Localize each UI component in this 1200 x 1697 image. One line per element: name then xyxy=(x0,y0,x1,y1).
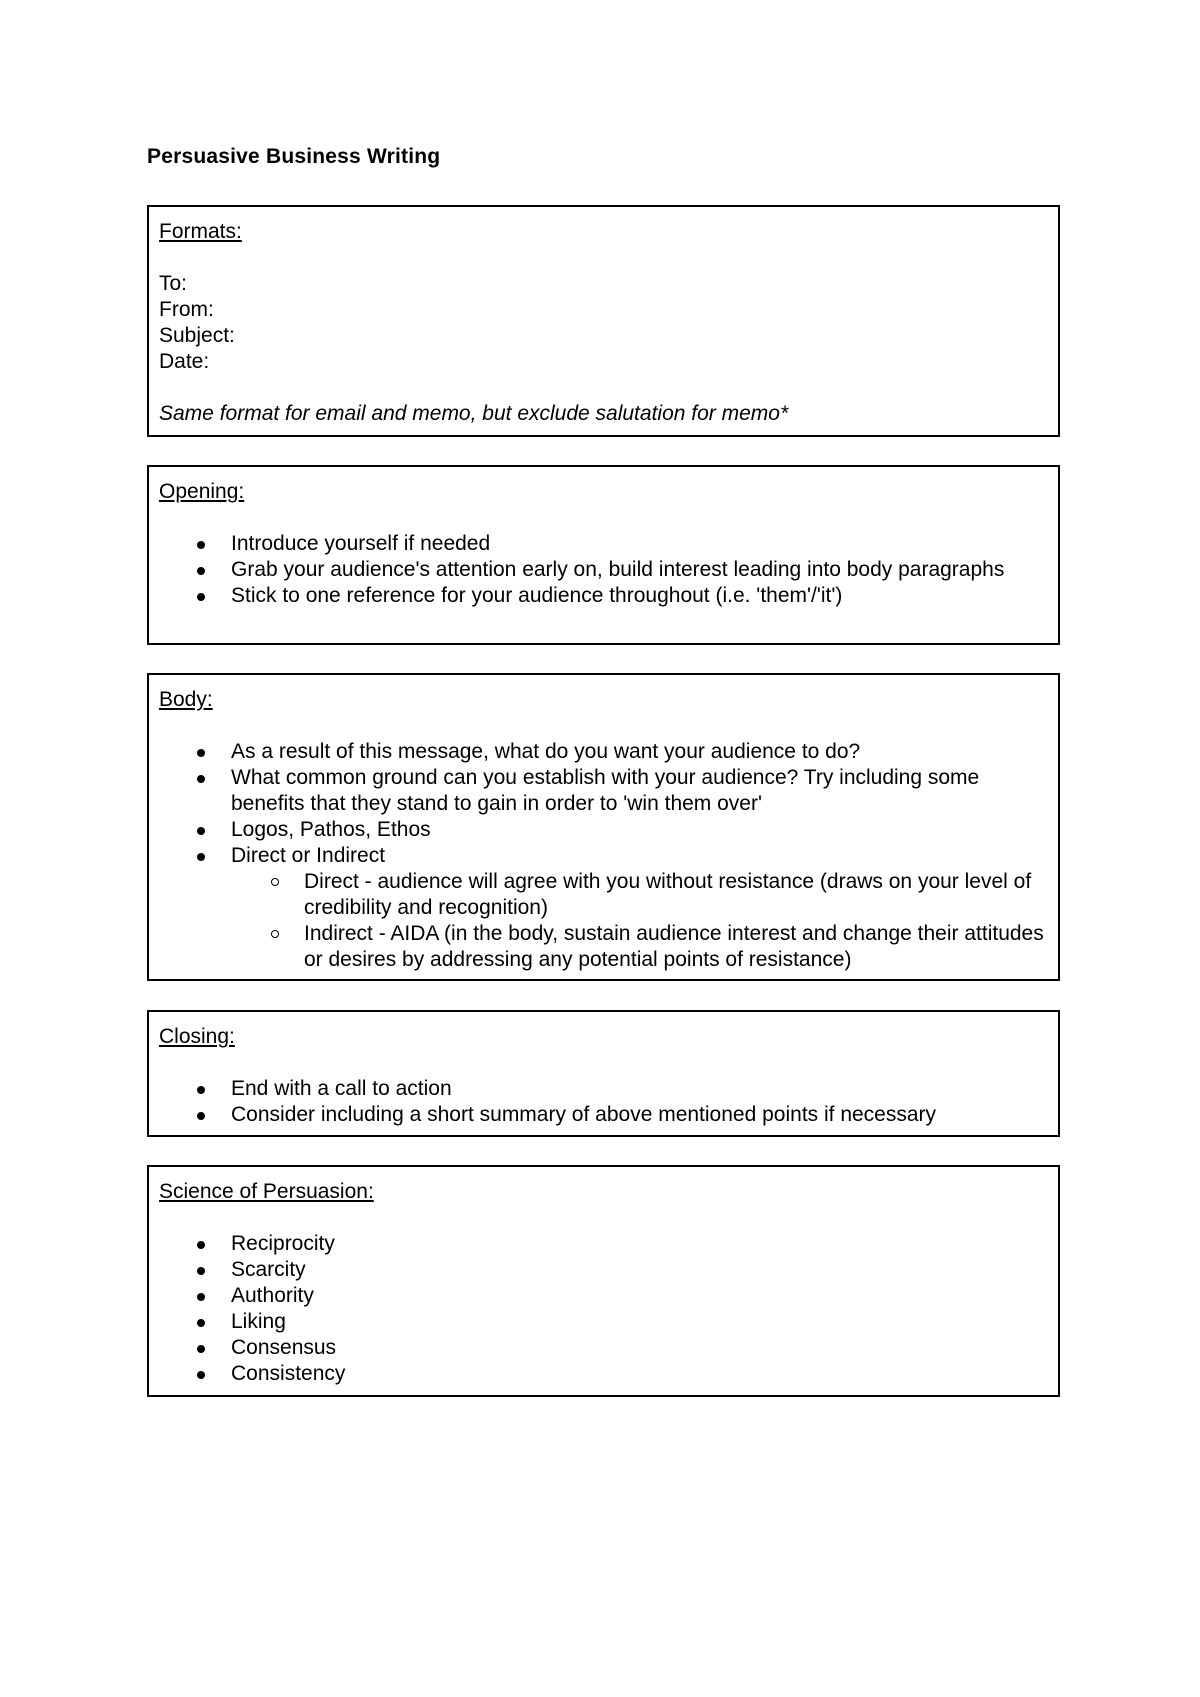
list-item: Consistency xyxy=(159,1361,1048,1387)
science-list xyxy=(159,1231,1048,1387)
formats-heading: Formats: xyxy=(159,220,242,243)
list-item: Consider including a short summary of above mentioned points if necessary xyxy=(159,1102,1048,1128)
list-item: Reciprocity xyxy=(159,1231,1048,1257)
list-item: As a result of this message, what do you want your audience to do? xyxy=(159,739,1048,765)
opening-list xyxy=(159,531,1048,609)
list-item: Authority xyxy=(159,1283,1048,1309)
formats-note: Same format for email and memo, but exclude salutation for memo* xyxy=(159,402,789,425)
body-heading: Body: xyxy=(159,688,213,711)
closing-box xyxy=(147,1010,1060,1137)
closing-list xyxy=(159,1076,1048,1128)
field-subject: Subject: xyxy=(159,324,235,347)
body-list xyxy=(159,739,1048,869)
opening-box xyxy=(147,465,1060,645)
list-item: Introduce yourself if needed xyxy=(159,531,1048,557)
list-item: Scarcity xyxy=(159,1257,1048,1283)
list-item: Grab your audience's attention early on, build interest leading into body paragraphs xyxy=(159,557,1048,583)
field-date: Date: xyxy=(159,350,210,373)
list-item: What common ground can you establish with your audience? Try including some benefits that they stand to gain in order to 'win them over' xyxy=(159,765,1048,817)
formats-box xyxy=(147,205,1060,437)
list-item: Logos, Pathos, Ethos xyxy=(159,817,1048,843)
science-heading: Science of Persuasion: xyxy=(159,1180,374,1203)
sub-list-item: Indirect - AIDA (in the body, sustain audience interest and change their attitudes or desires by addressing any potential points of resistance) xyxy=(231,921,1048,973)
list-item: Stick to one reference for your audience throughout (i.e. 'them'/'it') xyxy=(159,583,1048,609)
opening-heading: Opening: xyxy=(159,480,245,503)
sub-list-item: Direct - audience will agree with you without resistance (draws on your level of credibility and recognition) xyxy=(231,869,1048,921)
list-item: Liking xyxy=(159,1309,1048,1335)
list-item: Direct or Indirect xyxy=(159,843,1048,869)
body-box xyxy=(147,673,1060,981)
field-to: To: xyxy=(159,272,188,295)
list-item: End with a call to action xyxy=(159,1076,1048,1102)
closing-heading: Closing: xyxy=(159,1025,235,1048)
list-item: Consensus xyxy=(159,1335,1048,1361)
field-from: From: xyxy=(159,298,214,321)
body-sub-list xyxy=(231,869,1048,973)
page-title: Persuasive Business Writing xyxy=(147,145,441,168)
science-box xyxy=(147,1165,1060,1397)
